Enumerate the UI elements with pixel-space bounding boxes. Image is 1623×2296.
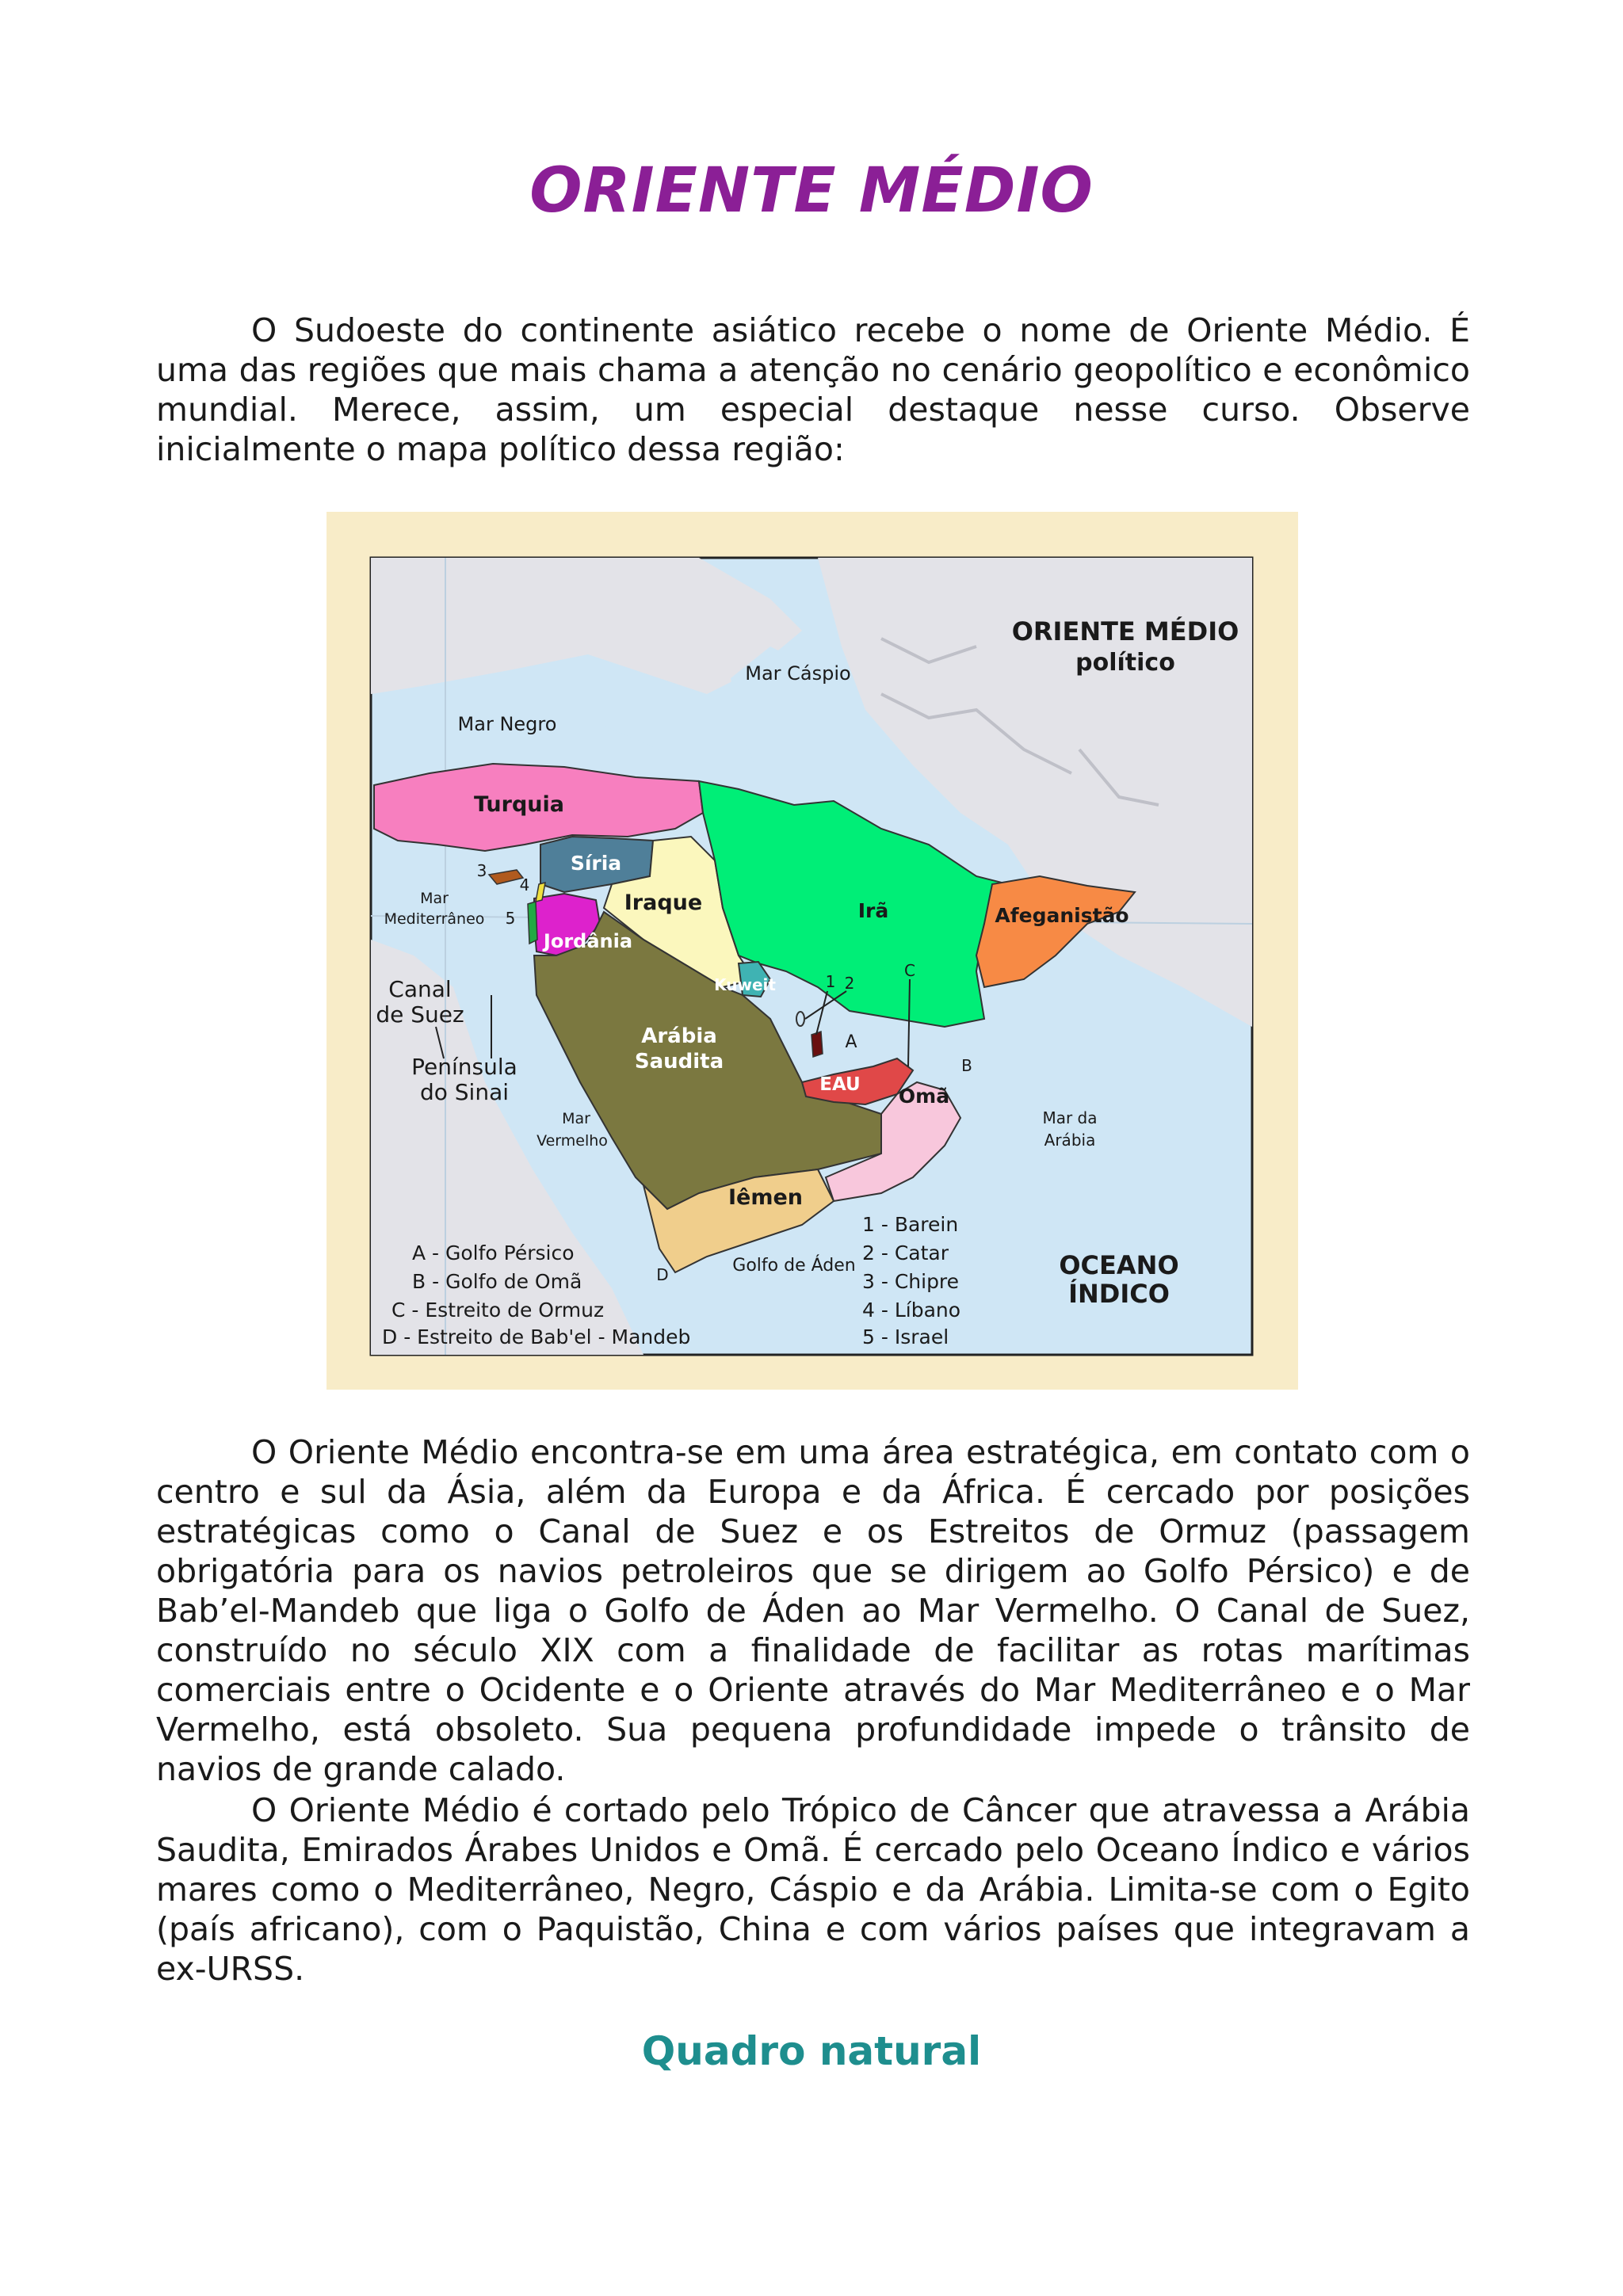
political-map bbox=[327, 512, 1298, 1390]
map-subtitle: político bbox=[1075, 649, 1175, 677]
marker-a: A bbox=[845, 1032, 857, 1052]
map-canvas bbox=[327, 512, 1298, 1390]
marker-4: 4 bbox=[519, 875, 530, 894]
strategic-paragraph: O Oriente Médio encontra-se em uma área estratégica, em contato com o centro e sul da Ásia, além da Europa e da África. É cercado por posições estratégicas como o Canal de Suez e os Estreitos de Ormuz (passagem obrigatória para os navios petroleiros que se dirigem ao Golfo Pérsico) e de Bab’el-Mandeb que liga o Golfo de Áden ao Mar Vermelho. O Canal de Suez, construído no século XIX com a finalidade de facilitar as rotas marítimas comerciais entre o Ocidente e o Oriente através do Mar Mediterrâneo e o Mar Vermelho, está obsoleto. Sua pequena profundidade impede o trânsito de navios de grande calado. bbox=[156, 1433, 1470, 1788]
label-sinai-1: Península bbox=[411, 1054, 517, 1080]
label-mediterraneo-2: Mediterrâneo bbox=[384, 910, 485, 928]
marker-2: 2 bbox=[844, 974, 855, 993]
label-canal-suez-1: Canal bbox=[388, 976, 452, 1002]
label-iraque: Iraque bbox=[624, 891, 703, 915]
legend-number-5: 5 - Israel bbox=[862, 1325, 949, 1348]
legend-letter-d: D - Estreito de Bab'el - Mandeb bbox=[382, 1325, 691, 1348]
legend-letter-a: A - Golfo Pérsico bbox=[412, 1241, 575, 1264]
section-title: Quadro natural bbox=[641, 2028, 982, 2074]
label-siria: Síria bbox=[570, 852, 622, 875]
intro-paragraph: O Sudoeste do continente asiático recebe o nome de Oriente Médio. É uma das regiões que mais chama a atenção no cenário geopolítico e econômico mundial. Merece, assim, um especial destaque nesse curso. Observe inicialmente o mapa político dessa região: bbox=[156, 311, 1470, 468]
label-mar-negro: Mar Negro bbox=[457, 713, 557, 735]
label-afeganistao: Afeganistão bbox=[995, 904, 1129, 927]
legend-number-4: 4 - Líbano bbox=[862, 1299, 961, 1322]
label-golfo-aden: Golfo de Áden bbox=[732, 1256, 856, 1276]
label-ira: Irã bbox=[857, 899, 889, 922]
map-title: ORIENTE MÉDIO bbox=[1011, 616, 1239, 646]
label-iemen: Iêmen bbox=[727, 1185, 804, 1210]
label-oceano-1: OCEANO bbox=[1059, 1250, 1179, 1280]
label-mar-caspio: Mar Cáspio bbox=[745, 662, 851, 685]
label-arabia-2: Saudita bbox=[634, 1050, 724, 1074]
country-israel bbox=[528, 902, 537, 944]
marker-c: C bbox=[904, 961, 915, 980]
label-mediterraneo-1: Mar bbox=[420, 890, 449, 907]
label-turquia: Turquia bbox=[473, 792, 565, 817]
page-title: ORIENTE MÉDIO bbox=[529, 155, 1094, 227]
legend-number-1: 1 - Barein bbox=[862, 1213, 959, 1236]
label-jordania: Jordânia bbox=[543, 930, 633, 952]
label-eau: EAU bbox=[819, 1074, 861, 1095]
marker-5: 5 bbox=[505, 909, 516, 928]
label-mar-arabia-2: Arábia bbox=[1044, 1131, 1096, 1150]
country-catar bbox=[812, 1032, 823, 1057]
label-oma: Omã bbox=[898, 1085, 950, 1108]
label-arabia-1: Arábia bbox=[641, 1024, 717, 1048]
borders-paragraph: O Oriente Médio é cortado pelo Trópico de Câncer que atravessa a Arábia Saudita, Emirados Árabes Unidos e Omã. É cercado pelo Oceano Índico e vários mares como o Mediterrâneo, Negro, Cáspio e da Arábia. Limita-se com o Egito (país africano), com o Paquistão, China e com vários países que integravam a ex-URSS. bbox=[156, 1791, 1470, 1988]
legend-letter-c: C - Estreito de Ormuz bbox=[391, 1299, 605, 1322]
legend-number-2: 2 - Catar bbox=[862, 1241, 949, 1264]
label-oceano-2: ÍNDICO bbox=[1068, 1279, 1170, 1309]
label-sinai-2: do Sinai bbox=[419, 1079, 510, 1105]
label-vermelho-1: Mar bbox=[562, 1110, 590, 1127]
label-vermelho-2: Vermelho bbox=[537, 1132, 608, 1150]
label-canal-suez-2: de Suez bbox=[376, 1001, 464, 1028]
marker-3: 3 bbox=[476, 861, 487, 880]
label-mar-arabia-1: Mar da bbox=[1042, 1108, 1098, 1127]
marker-b: B bbox=[961, 1056, 972, 1075]
legend-letter-b: B - Golfo de Omã bbox=[412, 1270, 582, 1293]
marker-1: 1 bbox=[825, 972, 836, 991]
country-barein bbox=[796, 1012, 804, 1026]
label-kuweit: Kuweit bbox=[714, 975, 776, 994]
legend-number-3: 3 - Chipre bbox=[862, 1270, 960, 1293]
marker-d: D bbox=[656, 1265, 669, 1284]
